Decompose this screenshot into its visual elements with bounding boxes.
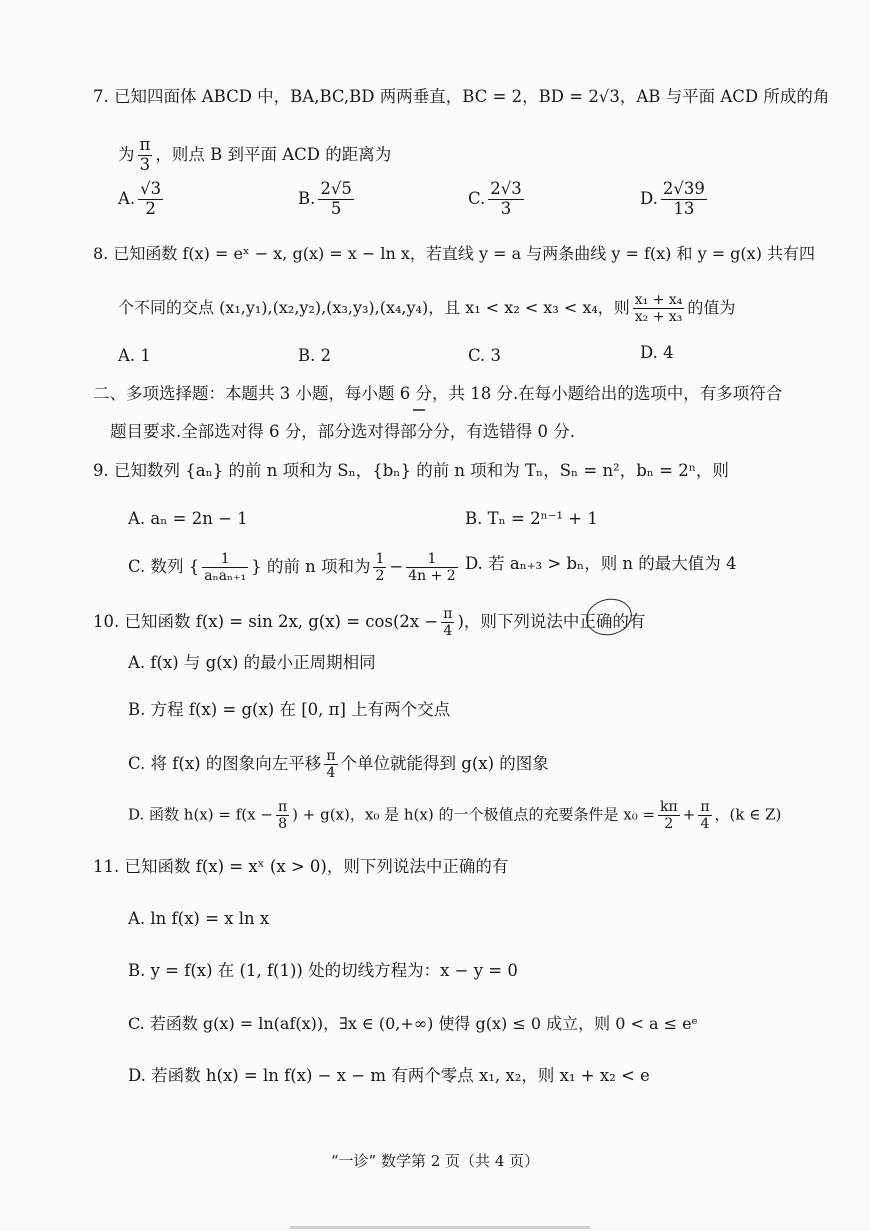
q7-option-b: B. $\frac{2√5}{5}$ xyxy=(298,179,352,218)
q7-option-d: D. $\frac{2√39}{13}$ xyxy=(640,179,705,218)
q8-option-c: C. 3 xyxy=(468,346,502,365)
section2-heading-line1: 二、多项选择题：本题共 3 小题，每小题 6 分，共 18 分.在每小题给出的选项中，有多项符合 xyxy=(93,384,783,403)
q7-option-a: A. $\frac{√3}{2}$ xyxy=(118,179,162,218)
q8-option-b: B. 2 xyxy=(298,346,332,365)
q10-option-c: C. 将 f(x) 的图象向左平移 $\frac{\pi}{4}$ 个单位就能得到 g(x) 的图象 xyxy=(128,748,549,782)
q8-option-a: A. 1 xyxy=(118,346,151,365)
q10-stem: 10. 已知函数 f(x) = sin 2x, g(x) = cos(2x − $\frac{\pi}{4}$ )，则下列说法中正确的有 xyxy=(93,606,646,640)
q11-stem: 11. 已知函数 f(x) = xˣ (x > 0)，则下列说法中正确的有 xyxy=(93,857,509,876)
q9-option-d: D. 若 aₙ₊₃ > bₙ，则 n 的最大值为 4 xyxy=(465,554,737,573)
q11-option-d: D. 若函数 h(x) = ln f(x) − x − m 有两个零点 x₁, x₂，则 x₁ + x₂ < e xyxy=(128,1066,650,1085)
q11-option-b: B. y = f(x) 在 (1, f(1)) 处的切线方程为：x − y = 0 xyxy=(128,961,518,980)
pen-mark xyxy=(413,409,425,411)
section2-heading-line2: 题目要求.全部选对得 6 分，部分选对得部分分，有选错得 0 分. xyxy=(110,422,575,441)
q9-option-c: C. 数列 { $\frac{1}{\text{aₙaₙ₊₁}}$ } 的前 n 项和为 $\frac{1}{2}$ − $\frac{1}{4n + 2}$ xyxy=(128,551,456,585)
q8-stem-line1: 8. 已知函数 f(x) = eˣ − x, g(x) = x − ln x，若直线 y = a 与两条曲线 y = f(x) 和 y = g(x) 共有四 xyxy=(93,244,816,263)
q8-stem-line2: 个不同的交点 (x₁,y₁),(x₂,y₂),(x₃,y₃),(x₄,y₄)，且 x₁ < x₂ < x₃ < x₄，则 $\frac{\text{x₁ + x₄}}{\text{x₂ + x₃}}$ 的值为 xyxy=(118,292,736,326)
q7-stem-line1: 7. 已知四面体 ABCD 中，BA,BC,BD 两两垂直，BC = 2，BD = 2√3，AB 与平面 ACD 所成的角 xyxy=(93,87,830,106)
q11-option-a: A. ln f(x) = x ln x xyxy=(128,909,270,928)
q9-option-b: B. Tₙ = 2ⁿ⁻¹ + 1 xyxy=(465,509,598,528)
q8-option-d: D. 4 xyxy=(640,343,674,362)
q8-ratio-fraction: $\frac{\text{x₁ + x₄}}{\text{x₂ + x₃}}$ xyxy=(634,292,683,326)
q7-option-c: C. $\frac{2√3}{3}$ xyxy=(468,179,522,218)
q9-option-a: A. aₙ = 2n − 1 xyxy=(128,509,248,528)
q7-stem-line2: 为 $\frac{\pi}{3}$ ，则点 B 到平面 ACD 的距离为 xyxy=(118,135,392,174)
scan-edge-line xyxy=(290,1226,590,1229)
q7-angle-fraction: $\frac{\pi}{3}$ xyxy=(139,135,151,174)
q11-option-c: C. 若函数 g(x) = ln(af(x))，∃x ∈ (0,+∞) 使得 g(x) ≤ 0 成立，则 0 < a ≤ eᵉ xyxy=(128,1014,698,1033)
page-footer: “一诊” 数学第 2 页（共 4 页） xyxy=(330,1152,540,1170)
q10-option-b: B. 方程 f(x) = g(x) 在 [0, π] 上有两个交点 xyxy=(128,700,451,719)
q10-option-a: A. f(x) 与 g(x) 的最小正周期相同 xyxy=(128,653,376,672)
q10-option-d: D. 函数 h(x) = f(x − $\frac{\pi}{8}$ ) + g(x)，x₀ 是 h(x) 的一个极值点的充要条件是 x₀ = $\frac{k\pi}{2}$ + $\frac{\pi}{4}$ ，(k ∈ Z) xyxy=(128,799,782,833)
q9-stem: 9. 已知数列 {aₙ} 的前 n 项和为 Sₙ，{bₙ} 的前 n 项和为 Tₙ，Sₙ = n²，bₙ = 2ⁿ，则 xyxy=(93,461,729,480)
